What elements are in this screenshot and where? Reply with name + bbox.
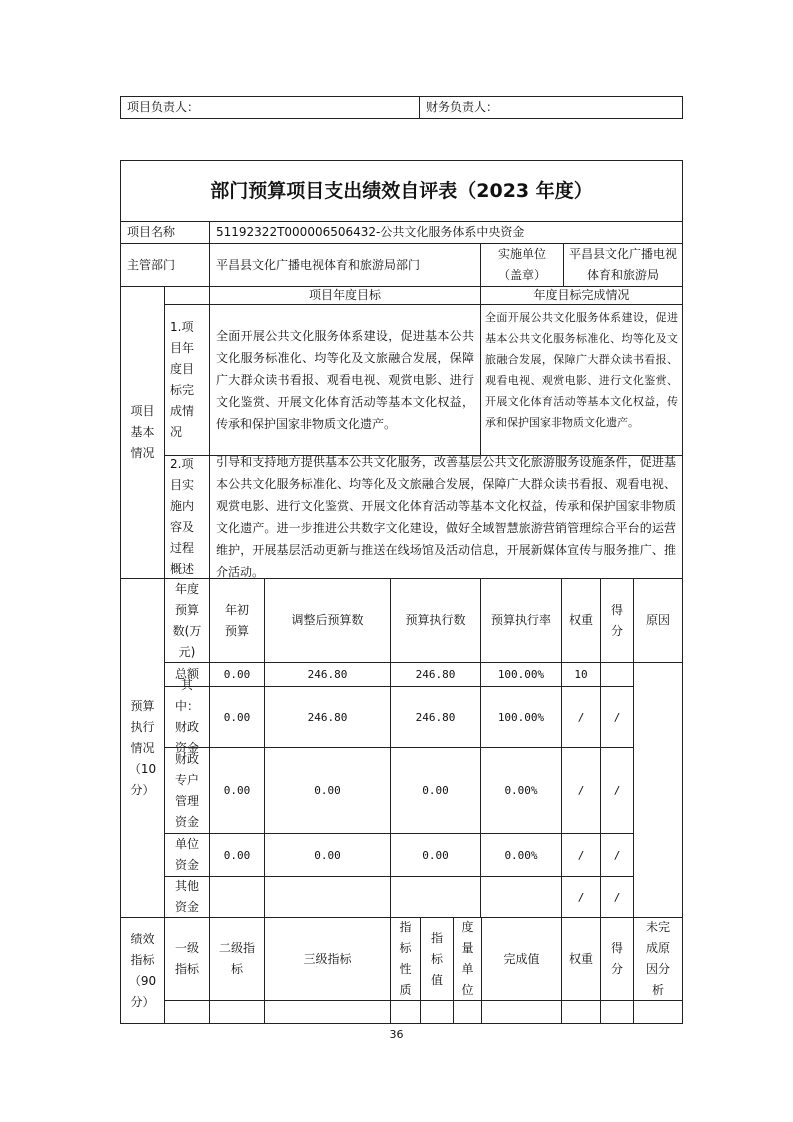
budget-header-adjusted: 调整后预算数 [264, 578, 391, 663]
budget-row-initial: 0.00 [209, 662, 265, 687]
item2-text: 引导和支持地方提供基本公共文化服务，改善基层公共文化旅游服务设施条件，促进基本公共文化服务标准化、均等化及文旅融合发展，保障广大群众读书看报、观看电视、观赏电影、进行文化鉴赏、开展文化体育活动等基本文化权益，传承和保护国家非物质文化遗产。进一步推进公共数字文化建设，做好全域智慧旅游营销管理综合平台的运营维护，开展基层活动更新与推送在线场馆及活动信息，开展新媒体宣传与服务推广、推介活动。 [209, 455, 683, 579]
perf-header-completed: 完成值 [481, 917, 562, 1001]
perf-cell [164, 1000, 210, 1024]
budget-row-label: 总额 [164, 662, 210, 687]
budget-header-reason: 原因 [633, 578, 683, 663]
item1-goal: 全面开展公共文化服务体系建设，促进基本公共文化服务标准化、均等化及文旅融合发展，保障广大群众读书看报、观看电视、观赏电影、进行文化鉴赏、开展文化体育活动等基本文化权益，传承和保护国家非物质文化遗产。 [209, 304, 481, 456]
budget-row-weight: 10 [561, 662, 601, 687]
dept-label: 主管部门 [120, 243, 210, 287]
budget-row-label: 其中：财政资金 [164, 686, 210, 748]
budget-header-score: 得分 [600, 578, 634, 663]
budget-row-label: 其他资金 [164, 876, 210, 918]
budget-row-executed: 0.00 [390, 833, 481, 877]
budget-section-label: 预算执行情况（10分） [120, 578, 165, 918]
budget-row-initial: 0.00 [209, 747, 265, 834]
perf-cell [481, 1000, 562, 1024]
finance-lead-cell [419, 96, 683, 119]
project-lead-label: 项目负责人： [127, 100, 200, 114]
perf-cell [453, 1000, 482, 1024]
basic-info-header-blank [164, 286, 210, 305]
performance-section-label: 绩效指标（90分） [120, 917, 165, 1024]
perf-cell [264, 1000, 391, 1024]
impl-unit-value: 平昌县文化广播电视体育和旅游局 [563, 243, 683, 287]
budget-row-weight: / [561, 686, 601, 748]
perf-header-level1: 一级指标 [164, 917, 210, 1001]
budget-row-score [600, 662, 634, 687]
budget-row-executed: 246.80 [390, 662, 481, 687]
basic-info-section-label: 项目基本情况 [120, 286, 165, 579]
budget-row-label: 单位资金 [164, 833, 210, 877]
budget-header-weight: 权重 [561, 578, 601, 663]
finance-lead-label: 财务负责人： [426, 100, 499, 114]
budget-row-score: / [600, 833, 634, 877]
budget-header-initial: 年初预算 [209, 578, 265, 663]
perf-header-level3: 三级指标 [264, 917, 391, 1001]
budget-row-rate: 0.00% [480, 833, 562, 877]
budget-row-initial: 0.00 [209, 686, 265, 748]
item1-label: 1.项目年度目标完成情况 [164, 304, 210, 456]
item2-label: 2.项目实施内容及过程概述 [164, 455, 210, 579]
perf-header-level2: 二级指标 [209, 917, 265, 1001]
perf-cell [209, 1000, 265, 1024]
project-name-label: 项目名称 [120, 221, 210, 244]
perf-cell [390, 1000, 421, 1024]
project-name-value: 51192322T000006506432-公共文化服务体系中央资金 [209, 221, 683, 244]
budget-row-executed: 0.00 [390, 747, 481, 834]
perf-header-unit: 度量单位 [453, 917, 482, 1001]
perf-header-weight: 权重 [561, 917, 601, 1001]
perf-cell [420, 1000, 454, 1024]
budget-row-adjusted: 0.00 [264, 833, 391, 877]
budget-header-annual: 年度预算数(万元) [164, 578, 210, 663]
dept-value: 平昌县文化广播电视体育和旅游局部门 [209, 243, 481, 287]
budget-row-initial [209, 876, 265, 918]
budget-row-executed: 246.80 [390, 686, 481, 748]
budget-row-adjusted: 0.00 [264, 747, 391, 834]
budget-row-rate: 0.00% [480, 747, 562, 834]
budget-row-label: 财政专户管理资金 [164, 747, 210, 834]
perf-header-reason: 未完成原因分析 [633, 917, 683, 1001]
budget-header-executed: 预算执行数 [390, 578, 481, 663]
goal-header: 项目年度目标 [209, 286, 481, 305]
item1-completion: 全面开展公共文化服务体系建设，促进基本公共文化服务标准化、均等化及文旅融合发展，保障广大群众读书看报、观看电视、观赏电影、进行文化鉴赏、开展文化体育活动等基本文化权益，传承和保护国家非物质文化遗产。 [480, 304, 683, 456]
completion-header: 年度目标完成情况 [480, 286, 683, 305]
budget-row-weight: / [561, 833, 601, 877]
perf-header-score: 得分 [600, 917, 634, 1001]
project-lead-cell [120, 96, 420, 119]
budget-header-rate: 预算执行率 [480, 578, 562, 663]
budget-row-executed [390, 876, 481, 918]
budget-row-rate [480, 876, 562, 918]
perf-header-nature: 指标性质 [390, 917, 421, 1001]
budget-row-adjusted: 246.80 [264, 662, 391, 687]
perf-cell [633, 1000, 683, 1024]
page-number: 36 [389, 1028, 404, 1041]
budget-row-score: / [600, 876, 634, 918]
budget-row-weight: / [561, 876, 601, 918]
budget-row-adjusted [264, 876, 391, 918]
budget-row-score: / [600, 747, 634, 834]
budget-row-initial: 0.00 [209, 833, 265, 877]
budget-row-rate: 100.00% [480, 662, 562, 687]
budget-row-weight: / [561, 747, 601, 834]
impl-unit-label: 实施单位（盖章） [480, 243, 564, 287]
perf-header-value: 指标值 [420, 917, 454, 1001]
perf-cell [600, 1000, 634, 1024]
budget-row-score: / [600, 686, 634, 748]
budget-row-adjusted: 246.80 [264, 686, 391, 748]
budget-row-rate: 100.00% [480, 686, 562, 748]
form-title: 部门预算项目支出绩效自评表（2023 年度） [120, 160, 683, 222]
perf-cell [561, 1000, 601, 1024]
budget-reason-cell [633, 662, 683, 918]
